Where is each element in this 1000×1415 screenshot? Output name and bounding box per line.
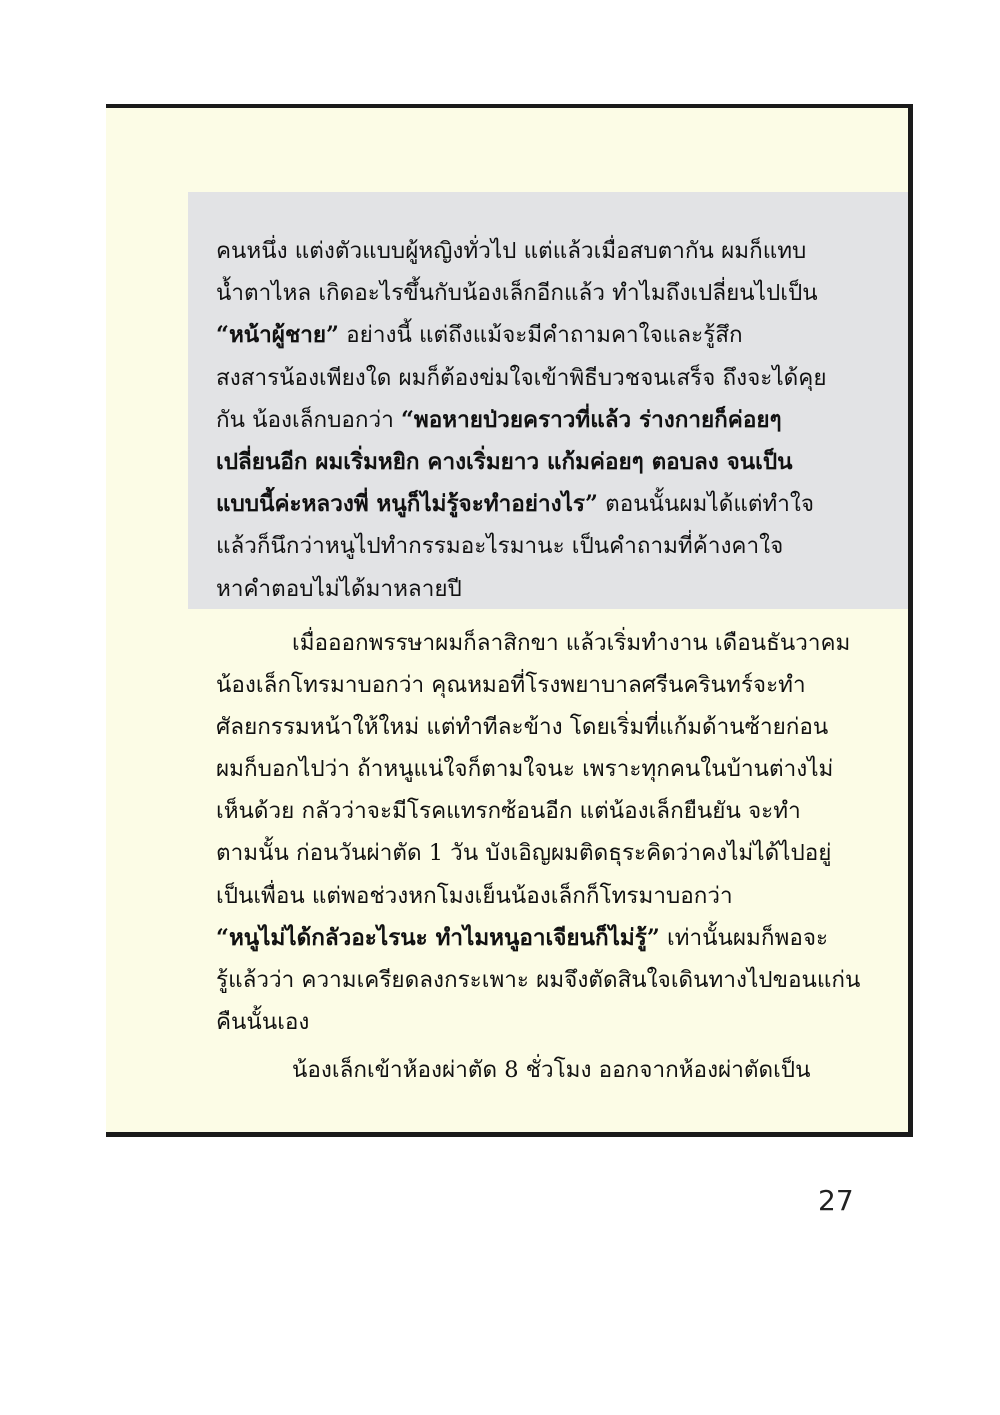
text-span: อย่างนี้ แต่ถึงแม้จะมีคำถามคาใจและรู้สึก <box>339 322 743 349</box>
text-line <box>216 832 832 874</box>
text-span: รู้แล้วว่า ความเครียดลงกระเพาะ ผมจึงตัดสินใจเดินทางไปขอนแก่น <box>216 966 861 993</box>
text-line <box>216 568 908 610</box>
text-span: ตอนนั้นผมได้แต่ทำใจ <box>597 491 815 518</box>
text-span: สงสารน้องเพียงใด ผมก็ต้องข่มใจเข้าพิธีบวชจนเสร็จ ถึงจะได้คุย <box>216 364 827 391</box>
bold-quote: “พอหายป่วยคราวที่แล้ว ร่างกายก็ค่อยๆ <box>400 406 782 433</box>
text-line <box>216 959 861 1001</box>
text-span: เห็นด้วย กลัวว่าจะมีโรคแทรกซ้อนอีก แต่น้องเล็กยืนยัน จะทำ <box>216 798 801 825</box>
text-span: ผมก็บอกไปว่า ถ้าหนูแน่ใจก็ตามใจนะ เพราะทุกคนในบ้านต่างไม่ <box>216 756 834 783</box>
text-span: คนหนึ่ง แต่งตัวแบบผู้หญิงทั่วไป แต่แล้วเมื่อสบตากัน ผมก็แทบ <box>216 238 807 264</box>
text-line <box>216 357 908 399</box>
text-span: กัน น้องเล็กบอกว่า <box>216 406 401 433</box>
text-line <box>216 790 816 832</box>
page-number: 27 <box>818 1184 854 1217</box>
text-span: เมื่อออกพรรษาผมก็ลาสิกขา แล้วเริ่มทำงาน เดือนธันวาคม <box>292 630 851 656</box>
bold-quote: แบบนี้ค่ะหลวงพี่ หนูก็ไม่รู้จะทำอย่างไร” <box>216 491 598 518</box>
text-line <box>216 875 816 917</box>
text-span: น้ำตาไหล เกิดอะไรขึ้นกับน้องเล็กอีกแล้ว ทำไมถึงเปลี่ยนไปเป็น <box>216 280 818 307</box>
text-line <box>216 230 908 272</box>
text-span: เท่านั้นผมก็พอจะ <box>659 924 829 951</box>
body-text <box>216 622 861 1091</box>
bold-quote: “หน้าผู้ชาย” <box>216 322 340 349</box>
text-line <box>216 441 908 483</box>
text-line <box>216 706 829 748</box>
bold-quote: “หนูไม่ได้กลัวอะไรนะ ทำไมหนูอาเจียนก็ไม่รู้” <box>216 924 660 951</box>
text-line <box>216 1049 816 1091</box>
page-frame <box>106 104 913 1137</box>
text-span: หาคำตอบไม่ได้มาหลายปี <box>216 575 462 602</box>
text-line <box>216 314 908 356</box>
text-line <box>216 664 816 706</box>
text-span: เป็นเพื่อน แต่พอช่วงหกโมงเย็นน้องเล็กก็โทรมาบอกว่า <box>216 882 733 909</box>
text-line <box>216 399 908 441</box>
text-line <box>216 525 908 567</box>
text-span: ศัลยกรรมหน้าให้ใหม่ แต่ทำทีละข้าง โดยเริ่มที่แก้มด้านซ้ายก่อน <box>216 714 829 741</box>
text-line <box>216 917 829 959</box>
text-line <box>216 748 834 790</box>
text-span: ตามนั้น ก่อนวันผ่าตัด 1 วัน บังเอิญผมติดธุระคิดว่าคงไม่ได้ไปอยู่ <box>216 840 832 867</box>
text-span: น้องเล็กเข้าห้องผ่าตัด 8 ชั่วโมง ออกจากห้องผ่าตัดเป็น <box>292 1056 811 1083</box>
text-span: แล้วก็นึกว่าหนูไปทำกรรมอะไรมานะ เป็นคำถามที่ค้างคาใจ <box>216 533 784 560</box>
text-span: น้องเล็กโทรมาบอกว่า คุณหมอที่โรงพยาบาลศรีนครินทร์จะทำ <box>216 672 806 699</box>
text-line <box>216 272 908 314</box>
text-span: คืนนั้นเอง <box>216 1008 310 1035</box>
text-line <box>216 483 908 525</box>
text-line <box>216 1001 816 1043</box>
shaded-quote-box <box>188 192 908 609</box>
bold-quote: เปลี่ยนอีก ผมเริ่มหยิก คางเริ่มยาว แก้มค่อยๆ ตอบลง จนเป็น <box>216 448 793 475</box>
text-line <box>216 622 851 664</box>
